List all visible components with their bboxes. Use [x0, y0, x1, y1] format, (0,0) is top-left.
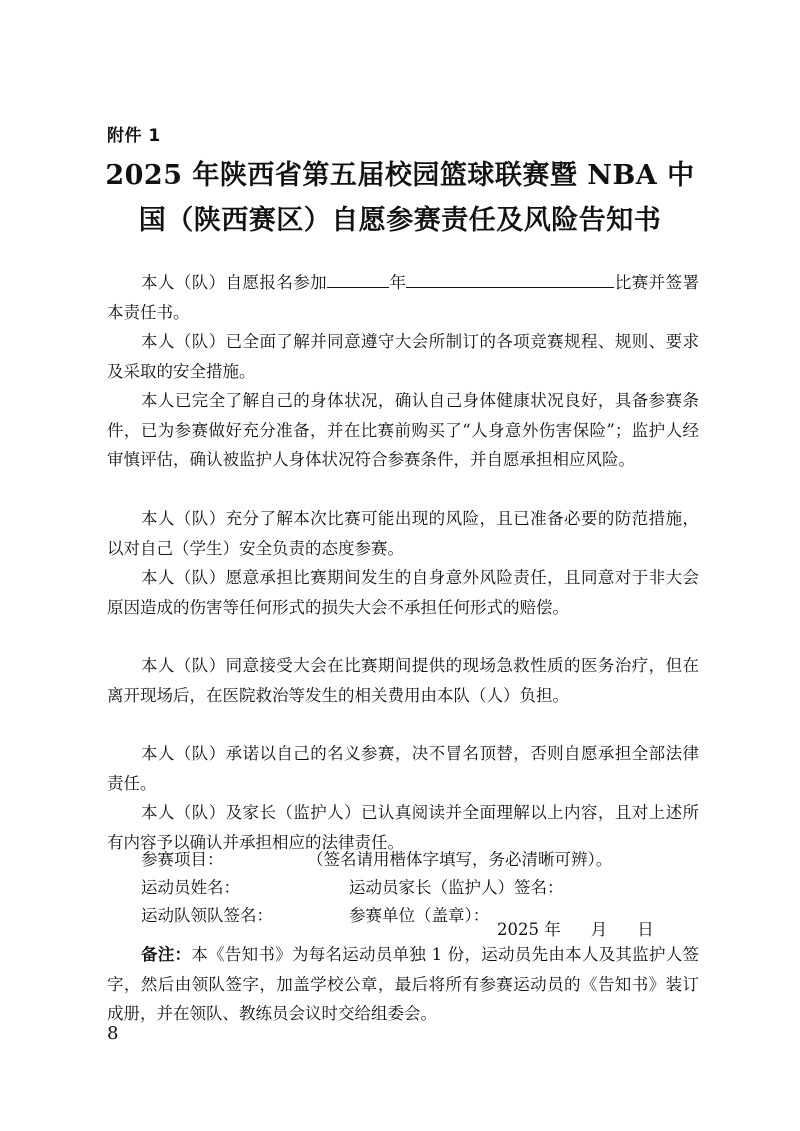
registration-text-b: 年 — [389, 273, 407, 292]
date-month: 月 — [590, 920, 608, 939]
remark-paragraph — [107, 940, 699, 1029]
date-year: 2025 年 — [497, 920, 561, 939]
signature-row-leader — [141, 904, 490, 928]
paragraph-rules: 本人（队）已全面了解并同意遵守大会所制订的各项竞赛规程、规则、要求及采取的安全措施。 — [107, 332, 699, 381]
athlete-name-label: 运动员姓名： — [141, 878, 240, 897]
year-blank[interactable] — [327, 270, 389, 288]
guardian-signature-label: 运动员家长（监护人）签名： — [349, 878, 564, 897]
document-title-line-1: 2025 年陕西省第五届校园篮球联赛暨 NBA 中 — [105, 160, 695, 191]
registration-text-c: 比赛并签署本责任书。 — [107, 273, 700, 322]
paragraph-medical: 本人（队）同意接受大会在比赛期间提供的现场急救性质的医务治疗，但在离开现场后，在医院救治等发生的相关费用由本队（人）负担。 — [107, 656, 699, 705]
remark-label: 备注： — [141, 945, 192, 964]
paragraph-confirmation: 本人（队）及家长（监护人）已认真阅读并全面理解以上内容，且对上述所有内容予以确认并承担相应的法律责任。 — [107, 803, 699, 852]
registration-text-a: 本人（队）自愿报名参加 — [141, 273, 328, 292]
remark-text: 本《告知书》为每名运动员单独 1 份，运动员先由本人及其监护人签字，然后由领队签字，加盖学校公章，最后将所有参赛运动员的《告知书》装订成册，并在领队、教练员会议时交给组委会。 — [107, 945, 699, 1023]
signature-instruction: （签名请用楷体字填写，务必清晰可辨）。 — [307, 850, 613, 869]
team-leader-signature-label: 运动队领队签名： — [141, 906, 273, 925]
signature-row-event — [141, 848, 613, 872]
event-name-blank[interactable] — [406, 270, 614, 288]
document-title-line-2: 国（陕西赛区）自愿参赛责任及风险告知书 — [138, 205, 662, 236]
signature-row-names — [141, 876, 564, 900]
paragraph-risk: 本人（队）充分了解本次比赛可能出现的风险，且已准备必要的防范措施，以对自己（学生）安全负责的态度参赛。 — [107, 509, 699, 558]
date-day: 日 — [637, 920, 654, 939]
paragraph-liability: 本人（队）愿意承担比赛期间发生的自身意外风险责任，且同意对于非大会原因造成的伤害等任何形式的损失大会不承担任何形式的赔偿。 — [107, 568, 699, 617]
signature-date — [497, 916, 654, 940]
attachment-label: 附件 1 — [107, 126, 161, 146]
paragraph-identity: 本人（队）承诺以自己的名义参赛，决不冒名顶替，否则自愿承担全部法律责任。 — [107, 744, 699, 793]
paragraph-registration — [107, 268, 699, 327]
event-item-label: 参赛项目： — [141, 850, 224, 869]
page-number: 8 — [107, 1023, 119, 1044]
paragraph-health: 本人已完全了解自己的身体状况，确认自己身体健康状况良好，具备参赛条件，已为参赛做好充分准备，并在比赛前购买了“人身意外伤害保险”；监护人经审慎评估，确认被监护人身体状况符合参赛条件，并自愿承担相应风险。 — [107, 391, 699, 469]
unit-seal-label: 参赛单位（盖章）： — [349, 906, 490, 925]
